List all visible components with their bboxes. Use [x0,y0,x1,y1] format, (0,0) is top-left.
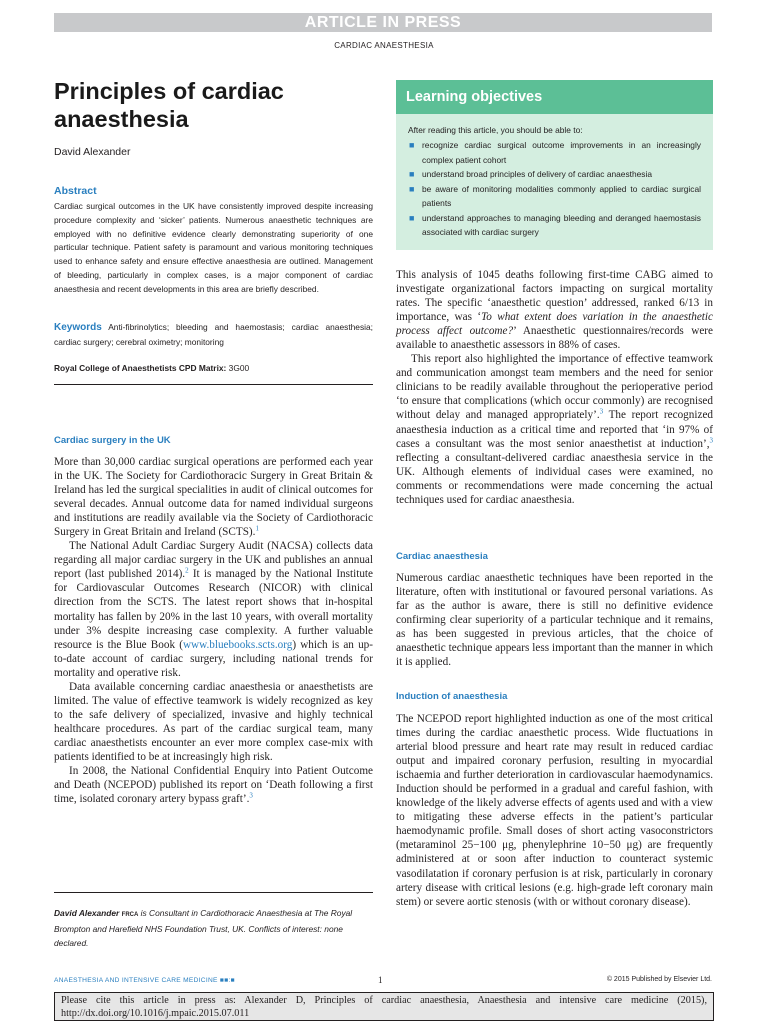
section-heading-cardiac-anaesthesia: Cardiac anaesthesia [396,551,488,562]
paragraph: The NCEPOD report highlighted induction as one of the most critical times during the cardiac anaesthetic process. Wide fluctuations in arterial blood pressure and heart rate may result in reduced cardiac output and impaired coronary perfusion, resulting in myocardial ischaemia and further deterioration in cardiovascular haemodynamics. Induction should be performed in a gradual and careful fashion, with knowledge of the likely adverse effects of agents used and with a view to mitigating these adverse effects in the patient’s particular haemodynamic profile. Small doses of short acting vasoconstrictors (metaraminol 25−100 μg, phenylephrine 10−50 μg) are frequently administered at or soon after induction to counteract systemic vasodilatation if coronary perfusion is at risk, particularly in coronary artery disease with critical lesions (e.g. high-grade left coronary main stem) or severe aortic stenosis (with or without coronary disease). [396,713,713,908]
citation-box: Please cite this article in press as: Alexander D, Principles of cardiac anaesthesia, Anaesthesia and intensive care medicine (2015), http://dx.doi.org/10.1016/j.mpaic.2015.07.011 [54,992,714,1021]
induction-body [396,712,713,909]
learning-objectives-heading: Learning objectives [396,80,713,114]
issue-marks: ■■:■ [219,977,235,984]
bullet-icon: ■ [409,212,415,223]
objective-text: understand broad principles of delivery of cardiac anaesthesia [422,169,652,179]
footnote-divider [54,892,373,893]
objective-item [408,167,701,182]
paragraph: Data available concerning cardiac anaesthesia or anaesthetists are limited. The value of effective teamwork is widely recognized as key to the safe delivery of specialized, invasive and highly technical healthcare procedures. As part of the cardiac surgical team, many cardiac anaesthetists encounter an ever more complex case-mix with patients identified to be at increasingly high risk. [54,680,373,763]
paragraph: This analysis of 1045 deaths following first-time CABG aimed to investigate organizational factors impacting on surgical mortality rates. The specific ‘anaesthetic question’ addressed, ranked 6/13 in importance, was ‘To what extent does variation in the anaesthetic process affect outcome?’ Anaesthetic questionnaires/records were available to anaesthetic assessors in 88% of cases. [396,269,713,352]
paragraph: This report also highlighted the importance of effective teamwork and communication amongst team members and the need for senior clinicians to be readily available throughout the perioperative period ‘to ensure that complications (which occur commonly) are recognised without delay and managed appropriately’.$^3$ The report recognized anaesthesia induction as a critical time and reported that ‘in 97% of cases a consultant was the most senior anaesthetist at induction’,$^3$ reflecting a consultant-delivered cardiac anaesthesia service in the UK. Although elements of individual cases were examined, no comments or recommendations were made concerning the actual techniques used for cardiac anaesthesia. [396,353,714,506]
running-head: CARDIAC ANAESTHESIA [334,41,434,50]
reference-link[interactable]: 1 [255,524,259,533]
reference-link[interactable]: 3 [599,407,604,416]
abstract-text: Cardiac surgical outcomes in the UK have consistently improved despite increasing procedure complexity and ‘sicker’ patients. Numerous anaesthetic techniques are employed with no definitive evidence clearly demonstrating superiority of one particular technique. Patient safety is paramount and various monitoring techniques used to enhance safety and ensure effective anaesthesia are outlined. Management of bleeding, particularly in complex cases, is a major component of cardiac anaesthesia and recent developments in this area are briefly described. [54,201,373,294]
cpd-matrix [54,363,249,373]
learning-objectives-list [408,138,701,240]
section-heading-cardiac-surgery-uk: Cardiac surgery in the UK [54,435,171,446]
objective-text: understand approaches to managing bleeding and deranged haemostasis associated with cardiac surgery [422,212,701,237]
paragraph: In 2008, the National Confidential Enquiry into Patient Outcome and Death (NCEPOD) published its report on ‘Death following a first time, isolated coronary artery bypass graft’.$^3$ [54,765,373,806]
bluebook-link[interactable]: www.bluebooks.scts.org [182,638,293,651]
right-column-body [396,268,713,507]
paragraph: More than 30,000 cardiac surgical operations are performed each year in the UK. The Society for Cardiothoracic Surgery in Great Britain & Ireland has led the surgical specialities in audit of clinical outcomes for several decades. Annual outcome data for named individual surgeons and institutions are readily available via the Society of Cardiothoracic Surgery in Great Britain and Ireland (SCTS).$^1$ [54,456,373,539]
paragraph: Numerous cardiac anaesthetic techniques have been reported in the literature, often with institutional or favoured personal variations. As far as the author is aware, there is still no definitive evidence confirming clear superiority of a particular technique and it remains, as has been suggested in previous articles, that the choice of anaesthetic technique appears less important than the manner in which it is applied. [396,572,713,669]
article-title: Principles of cardiac anaesthesia [54,78,284,132]
bullet-icon: ■ [409,140,415,150]
journal-name: ANAESTHESIA AND INTENSIVE CARE MEDICINE ■■:■ [54,977,235,984]
paragraph: The National Adult Cardiac Surgery Audit (NACSA) collects data regarding all major cardiac surgery in the UK and publishes an annual report (last published 2014).$^2$ It is managed by the National Institute for Cardiovascular Outcomes Research (NICOR) with clinical direction from the SCTS. The latest report shows that in-hospital mortality has fallen by 20% in the last 10 years, with overall mortality under 3% despite increasing case complexity. A further valuable resource is the Blue Book (www.bluebooks.scts.org) which is an up-to-date account of cardiac surgery, including national trends for mortality and operative risk. [54,540,373,679]
reference-link[interactable]: 2 [185,566,189,575]
article-author: David Alexander [54,146,131,158]
page-number: 1 [378,975,383,985]
cpd-label: Royal College of Anaesthetists CPD Matrix: [54,363,227,373]
author-footnote [54,906,373,950]
article-in-press-banner: ARTICLE IN PRESS [54,13,712,32]
left-column-body [54,455,373,806]
reference-link[interactable]: 3 [709,435,713,444]
footnote-credential: FRCA [121,912,139,918]
section-heading-induction: Induction of anaesthesia [396,691,508,702]
learning-objectives-box [396,80,713,250]
abstract-heading: Abstract [54,185,97,197]
objective-item [408,211,701,240]
footnote-author-name: David Alexander [54,908,120,918]
keywords-label: Keywords [54,322,102,333]
cardiac-anaesthesia-body [396,571,713,669]
copyright: © 2015 Published by Elsevier Ltd. [606,976,712,983]
reference-link[interactable]: 3 [249,791,253,800]
objective-item [408,182,701,211]
keywords-list: Anti-fibrinolytics; bleeding and haemostasis; cardiac anaesthesia; cardiac surgery; cerebral oximetry; monitoring [54,322,373,347]
objective-item [408,138,701,167]
learning-objectives-intro: After reading this article, you should be able to: [408,125,583,135]
keywords [54,320,373,349]
objective-text: be aware of monitoring modalities commonly applied to cardiac surgical patients [422,183,701,208]
bullet-icon: ■ [409,183,415,194]
footnote-text: is Consultant in Cardiothoracic Anaesthesia at The Royal Brompton and Harefield NHS Foundation Trust, UK. Conflicts of interest: none declared. [54,908,353,948]
objective-text: recognize cardiac surgical outcome improvements in an increasingly complex patient cohort [422,140,701,165]
bullet-icon: ■ [409,169,415,179]
divider [54,384,373,385]
cpd-value: 3G00 [228,363,250,373]
